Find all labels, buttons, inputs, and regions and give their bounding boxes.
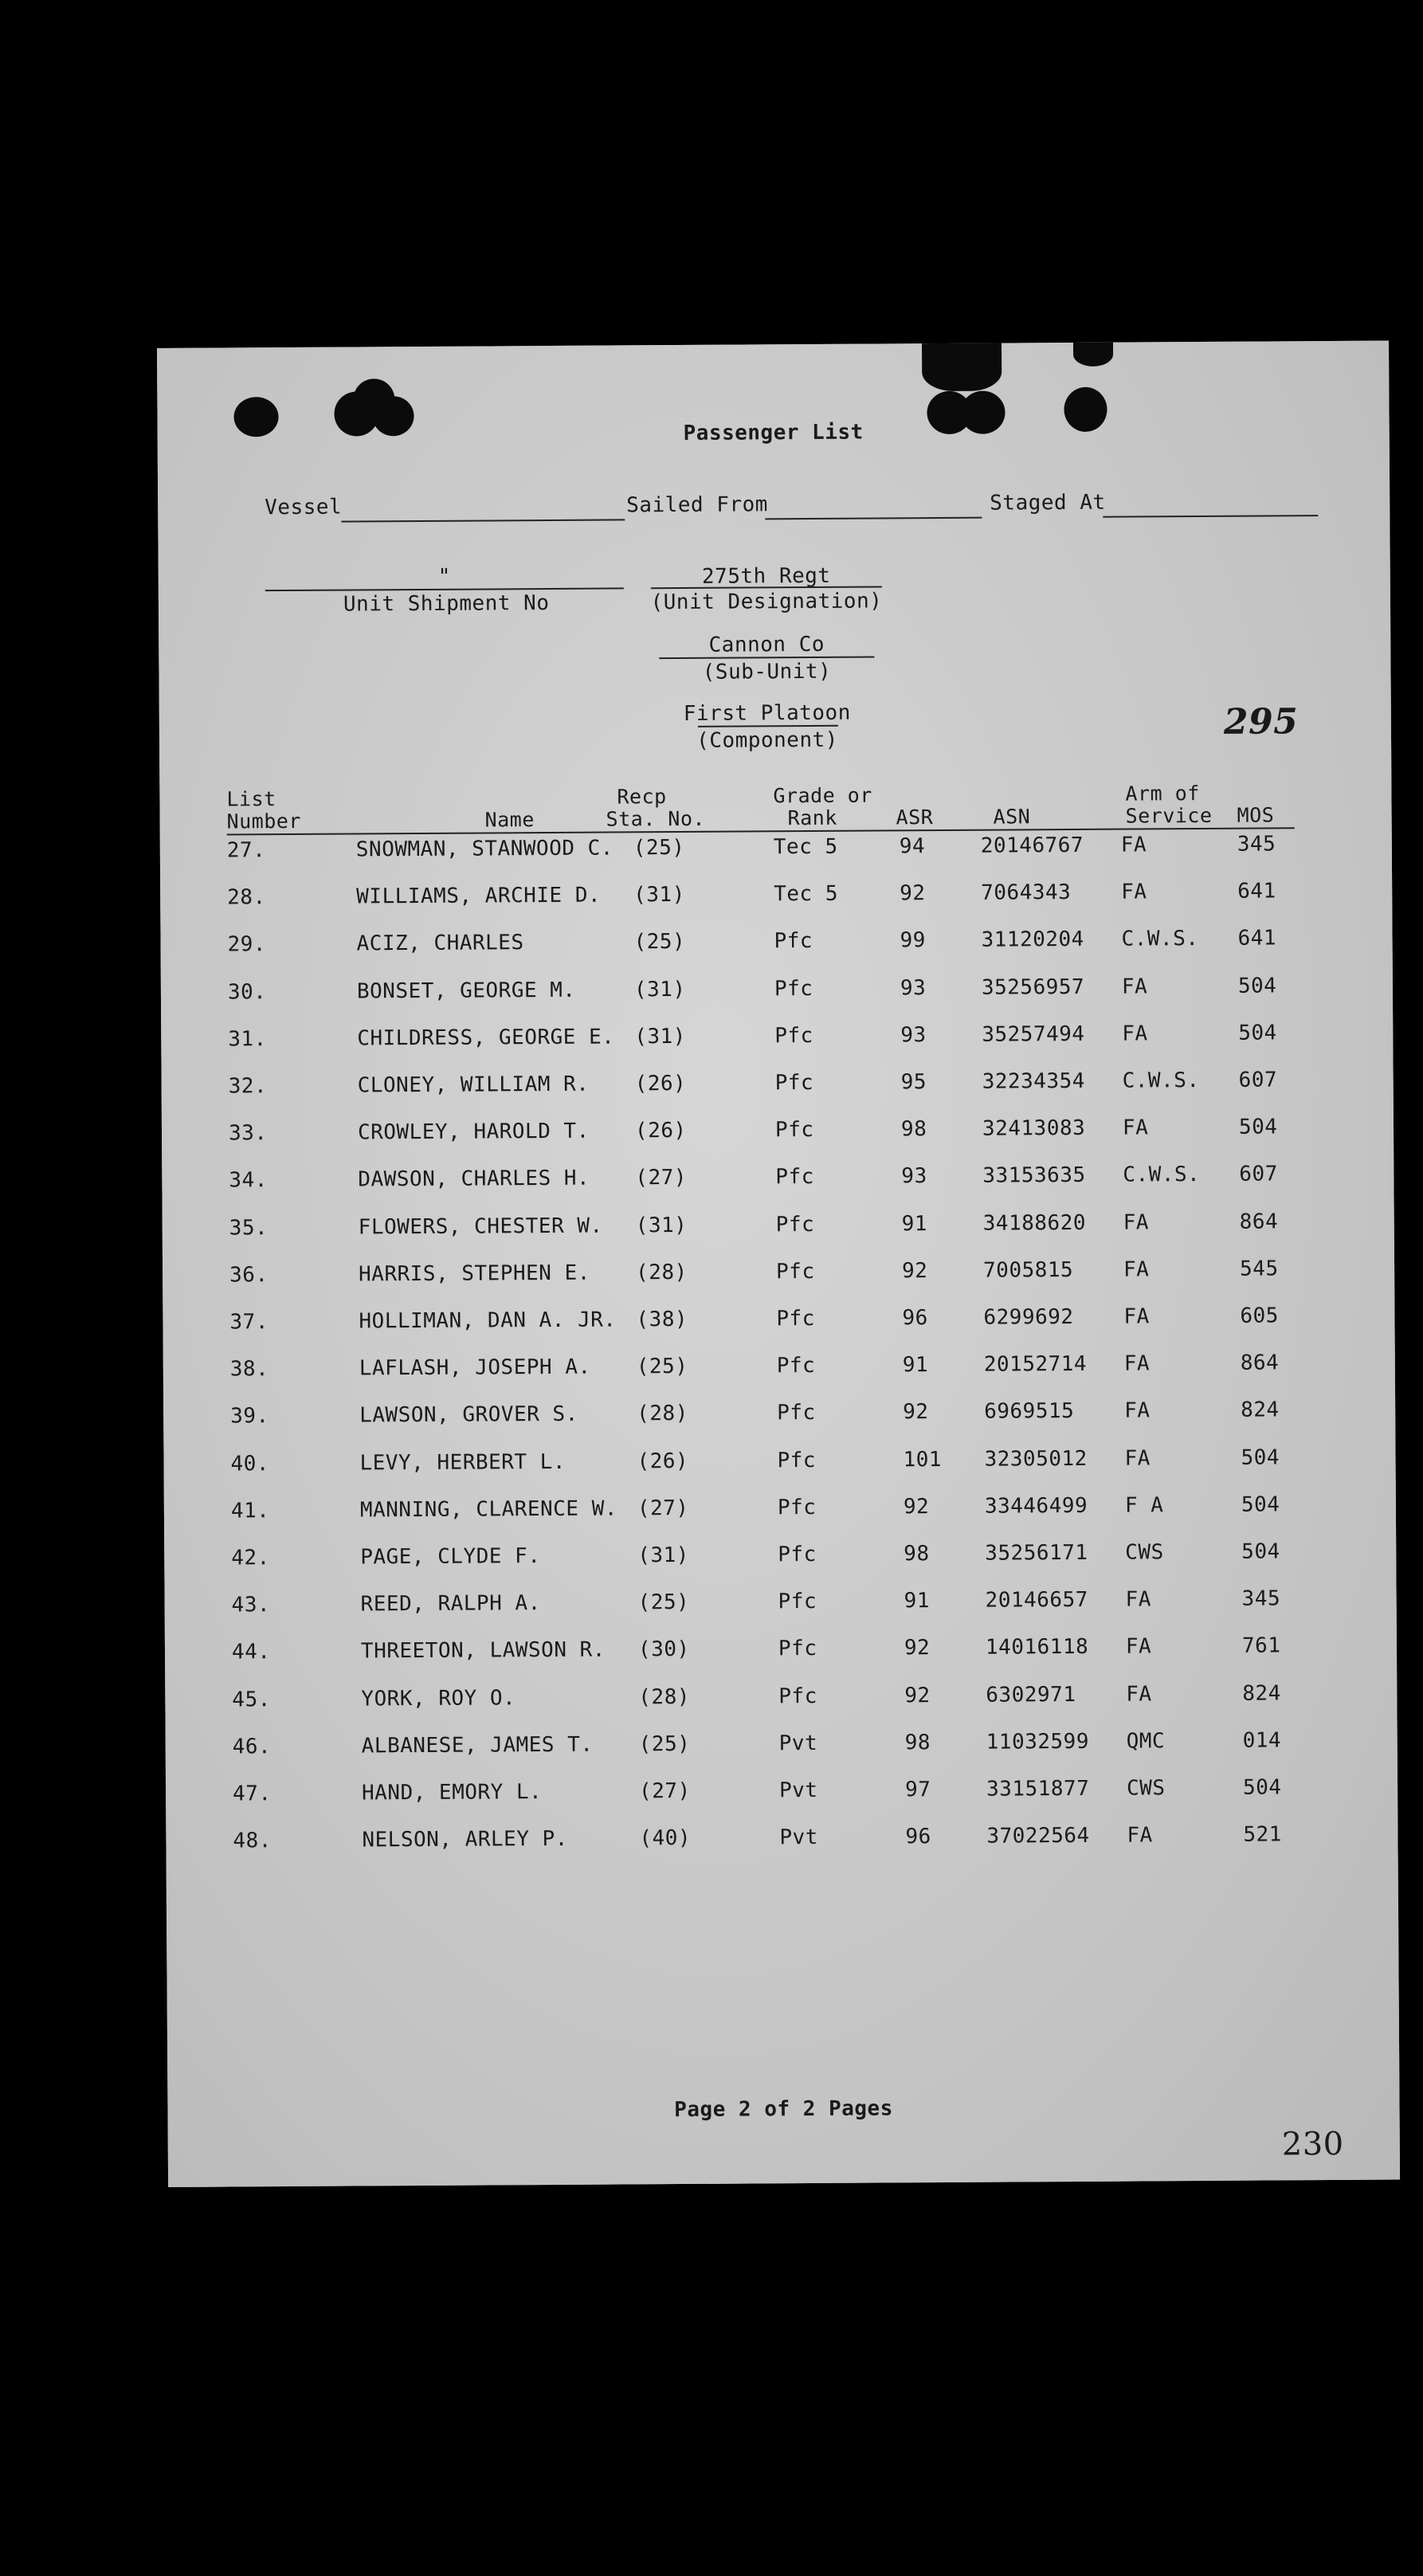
component-value: First Platoon bbox=[683, 700, 851, 726]
row-number: 46. bbox=[232, 1734, 272, 1759]
header-asn: ASN bbox=[993, 805, 1031, 829]
table-row bbox=[160, 832, 1392, 866]
mos-code: 545 bbox=[1239, 1257, 1279, 1281]
header-arm-2: Service bbox=[1125, 803, 1213, 828]
sub-unit-label: (Sub-Unit) bbox=[702, 659, 832, 684]
table-row bbox=[166, 1822, 1398, 1857]
row-number: 42. bbox=[231, 1546, 270, 1570]
torn-edge bbox=[1073, 343, 1113, 367]
mos-code: 504 bbox=[1241, 1445, 1280, 1470]
passenger-name: PAGE, CLYDE F. bbox=[360, 1544, 541, 1570]
grade-rank: Tec 5 bbox=[774, 881, 839, 907]
row-number: 44. bbox=[231, 1640, 271, 1664]
arm-of-service: FA bbox=[1122, 1115, 1149, 1140]
table-row bbox=[160, 926, 1392, 960]
asr-score: 98 bbox=[900, 1117, 927, 1142]
passenger-name: LAWSON, GROVER S. bbox=[359, 1402, 578, 1428]
grade-rank: Pfc bbox=[777, 1495, 817, 1520]
mos-code: 864 bbox=[1240, 1351, 1280, 1375]
grade-rank: Pvt bbox=[778, 1731, 818, 1756]
asr-score: 92 bbox=[904, 1636, 931, 1660]
mos-code: 504 bbox=[1241, 1539, 1280, 1564]
table-row bbox=[163, 1398, 1395, 1432]
row-number: 41. bbox=[230, 1498, 270, 1523]
asr-score: 93 bbox=[900, 975, 927, 1000]
row-number: 36. bbox=[229, 1262, 269, 1288]
table-row bbox=[162, 1115, 1394, 1149]
grade-rank: Pfc bbox=[778, 1637, 817, 1661]
sub-unit-line bbox=[659, 657, 874, 660]
army-serial-number: 31120204 bbox=[981, 927, 1084, 953]
header-name: Name bbox=[484, 808, 535, 832]
arm-of-service: CWS bbox=[1125, 1540, 1164, 1565]
arm-of-service: FA bbox=[1124, 1446, 1151, 1471]
recp-station: (31) bbox=[633, 883, 685, 908]
passenger-name: WILLIAMS, ARCHIE D. bbox=[356, 883, 602, 909]
army-serial-number: 7064343 bbox=[981, 880, 1072, 905]
grade-rank: Pfc bbox=[775, 1165, 814, 1190]
table-row bbox=[163, 1304, 1394, 1338]
row-number: 48. bbox=[233, 1829, 272, 1853]
asr-score: 91 bbox=[902, 1353, 929, 1378]
recp-station: (27) bbox=[635, 1166, 688, 1190]
mos-code: 504 bbox=[1242, 1775, 1282, 1800]
passenger-name: HOLLIMAN, DAN A. JR. bbox=[359, 1308, 617, 1334]
row-number: 32. bbox=[228, 1074, 268, 1099]
page-title: Passenger List bbox=[683, 420, 864, 445]
army-serial-number: 6969515 bbox=[984, 1399, 1075, 1425]
grade-rank: Pfc bbox=[774, 976, 813, 1001]
arm-of-service: C.W.S. bbox=[1122, 1068, 1200, 1093]
table-row bbox=[163, 1445, 1395, 1479]
torn-edge bbox=[922, 343, 1002, 392]
passenger-name: ACIZ, CHARLES bbox=[356, 931, 524, 956]
recp-station: (26) bbox=[637, 1449, 689, 1473]
unit-designation-line bbox=[651, 586, 882, 589]
unit-designation-value: 275th Regt bbox=[701, 563, 831, 589]
staged-at-line bbox=[1103, 515, 1318, 518]
recp-station: (26) bbox=[634, 1119, 687, 1143]
mos-code: 345 bbox=[1237, 832, 1276, 857]
page-footer: Page 2 of 2 Pages bbox=[674, 2096, 893, 2123]
table-row bbox=[160, 879, 1392, 913]
row-number: 43. bbox=[231, 1593, 271, 1617]
passenger-name: LEVY, HERBERT L. bbox=[359, 1449, 566, 1476]
table-row bbox=[164, 1492, 1396, 1526]
mos-code: 641 bbox=[1237, 926, 1277, 951]
army-serial-number: 34188620 bbox=[982, 1210, 1087, 1236]
mos-code: 014 bbox=[1242, 1728, 1282, 1753]
table-row bbox=[164, 1539, 1396, 1574]
table-row bbox=[165, 1680, 1397, 1715]
component-label: (Component) bbox=[696, 727, 838, 753]
asr-score: 91 bbox=[904, 1589, 931, 1613]
grade-rank: Pfc bbox=[777, 1448, 817, 1472]
army-serial-number: 11032599 bbox=[986, 1729, 1090, 1755]
grade-rank: Pfc bbox=[774, 1070, 814, 1096]
mos-code: 824 bbox=[1242, 1681, 1281, 1706]
arm-of-service: QMC bbox=[1126, 1729, 1166, 1754]
table-row bbox=[166, 1727, 1398, 1762]
grade-rank: Pfc bbox=[774, 1118, 814, 1143]
recp-station: (28) bbox=[637, 1402, 688, 1426]
recp-station: (28) bbox=[638, 1684, 691, 1709]
grade-rank: Pfc bbox=[778, 1684, 817, 1708]
asr-score: 97 bbox=[904, 1778, 931, 1802]
army-serial-number: 32413083 bbox=[982, 1116, 1086, 1141]
asr-score: 93 bbox=[900, 1022, 927, 1048]
row-number: 47. bbox=[232, 1782, 272, 1806]
row-number: 29. bbox=[227, 932, 267, 957]
passenger-name: MANNING, CLARENCE W. bbox=[359, 1496, 618, 1523]
arm-of-service: C.W.S. bbox=[1123, 1163, 1201, 1188]
grade-rank: Pfc bbox=[776, 1306, 816, 1331]
army-serial-number: 33446499 bbox=[984, 1493, 1088, 1519]
passenger-name: THREETON, LAWSON R. bbox=[360, 1637, 606, 1664]
recp-station: (31) bbox=[637, 1543, 689, 1568]
recp-station: (25) bbox=[638, 1731, 691, 1757]
passenger-name: FLOWERS, CHESTER W. bbox=[358, 1214, 603, 1240]
grade-rank: Pfc bbox=[774, 929, 813, 954]
arm-of-service: FA bbox=[1125, 1634, 1152, 1659]
recp-station: (27) bbox=[638, 1778, 691, 1804]
passenger-name: ALBANESE, JAMES T. bbox=[361, 1732, 594, 1759]
recp-station: (31) bbox=[634, 1024, 687, 1049]
table-row bbox=[161, 1020, 1393, 1054]
mos-code: 504 bbox=[1237, 974, 1277, 998]
row-number: 34. bbox=[229, 1168, 268, 1193]
army-serial-number: 33151877 bbox=[986, 1776, 1090, 1802]
passenger-name: REED, RALPH A. bbox=[360, 1591, 541, 1617]
mos-code: 864 bbox=[1239, 1210, 1279, 1234]
army-serial-number: 14016118 bbox=[985, 1635, 1089, 1660]
asr-score: 92 bbox=[904, 1683, 931, 1708]
mos-code: 504 bbox=[1238, 1115, 1278, 1139]
header-list-number-2: Number bbox=[226, 809, 302, 833]
row-number: 37. bbox=[229, 1310, 269, 1335]
asr-score: 96 bbox=[905, 1825, 931, 1849]
passenger-name: NELSON, ARLEY P. bbox=[362, 1827, 568, 1853]
army-serial-number: 35257494 bbox=[982, 1021, 1085, 1047]
header-grade-1: Grade or bbox=[773, 783, 872, 808]
recp-station: (40) bbox=[639, 1826, 692, 1851]
header-recp-1: Recp bbox=[617, 785, 667, 809]
table-row bbox=[165, 1633, 1397, 1668]
arm-of-service: FA bbox=[1122, 1021, 1148, 1046]
recp-station: (25) bbox=[633, 930, 686, 955]
army-serial-number: 7005815 bbox=[982, 1257, 1074, 1283]
table-row bbox=[162, 1068, 1394, 1102]
army-serial-number: 33153635 bbox=[982, 1163, 1086, 1189]
arm-of-service: FA bbox=[1123, 1210, 1150, 1235]
mos-code: 607 bbox=[1239, 1162, 1278, 1187]
arm-of-service: FA bbox=[1124, 1398, 1151, 1423]
asr-score: 99 bbox=[900, 928, 926, 953]
army-serial-number: 20146657 bbox=[985, 1588, 1088, 1613]
handwritten-number-top: 295 bbox=[1223, 701, 1299, 743]
army-serial-number: 20152714 bbox=[983, 1352, 1088, 1377]
recp-station: (27) bbox=[637, 1496, 689, 1521]
vessel-line bbox=[341, 519, 625, 522]
passenger-name: CROWLEY, HAROLD T. bbox=[357, 1119, 590, 1145]
grade-rank: Pfc bbox=[778, 1542, 817, 1567]
handwritten-number-bottom: 230 bbox=[1281, 2125, 1344, 2163]
mos-code: 824 bbox=[1241, 1398, 1280, 1423]
recp-station: (30) bbox=[637, 1637, 690, 1662]
row-number: 35. bbox=[229, 1215, 269, 1241]
unit-designation-label: (Unit Designation) bbox=[650, 589, 883, 615]
recp-station: (25) bbox=[636, 1355, 688, 1379]
mos-code: 641 bbox=[1237, 879, 1276, 904]
row-number: 40. bbox=[230, 1451, 270, 1476]
arm-of-service: FA bbox=[1121, 880, 1147, 904]
grade-rank: Pvt bbox=[779, 1825, 818, 1850]
army-serial-number: 20146767 bbox=[980, 833, 1084, 858]
passenger-name: LAFLASH, JOSEPH A. bbox=[359, 1355, 591, 1381]
asr-score: 101 bbox=[903, 1447, 943, 1472]
row-number: 28. bbox=[227, 885, 266, 910]
grade-rank: Pfc bbox=[777, 1401, 816, 1425]
row-number: 39. bbox=[230, 1404, 269, 1429]
arm-of-service: C.W.S. bbox=[1121, 927, 1199, 952]
passenger-name: CLONEY, WILLIAM R. bbox=[357, 1072, 590, 1098]
header-mos: MOS bbox=[1237, 803, 1275, 827]
army-serial-number: 37022564 bbox=[986, 1824, 1090, 1849]
row-number: 33. bbox=[228, 1121, 268, 1146]
table-row bbox=[163, 1256, 1394, 1290]
army-serial-number: 6299692 bbox=[983, 1304, 1074, 1330]
mos-code: 761 bbox=[1241, 1633, 1281, 1659]
row-number: 30. bbox=[227, 979, 267, 1005]
mos-code: 607 bbox=[1238, 1068, 1278, 1092]
recp-station: (28) bbox=[636, 1260, 688, 1285]
asr-score: 96 bbox=[902, 1306, 928, 1331]
asr-score: 92 bbox=[902, 1258, 928, 1284]
mos-code: 504 bbox=[1238, 1021, 1277, 1045]
arm-of-service: FA bbox=[1123, 1257, 1150, 1282]
recp-station: (25) bbox=[637, 1590, 690, 1615]
row-number: 38. bbox=[229, 1357, 269, 1382]
vessel-label: Vessel bbox=[265, 495, 343, 520]
passenger-name: HARRIS, STEPHEN E. bbox=[359, 1261, 590, 1287]
document-page bbox=[157, 341, 1400, 2187]
arm-of-service: FA bbox=[1121, 974, 1148, 999]
asr-score: 98 bbox=[904, 1542, 930, 1566]
grade-rank: Pvt bbox=[778, 1778, 818, 1803]
passenger-name: SNOWMAN, STANWOOD C. bbox=[355, 836, 614, 862]
recp-station: (26) bbox=[634, 1071, 687, 1096]
arm-of-service: FA bbox=[1127, 1823, 1153, 1848]
arm-of-service: FA bbox=[1123, 1304, 1150, 1329]
arm-of-service: FA bbox=[1126, 1681, 1152, 1707]
table-row bbox=[161, 973, 1393, 1007]
sub-unit-value: Cannon Co bbox=[708, 632, 825, 657]
mos-code: 521 bbox=[1243, 1822, 1282, 1847]
asr-score: 91 bbox=[901, 1211, 928, 1236]
table-row bbox=[163, 1209, 1394, 1243]
passenger-name: BONSET, GEORGE M. bbox=[356, 978, 576, 1004]
grade-rank: Pfc bbox=[775, 1212, 815, 1237]
arm-of-service: FA bbox=[1125, 1587, 1152, 1612]
header-asr: ASR bbox=[896, 806, 934, 829]
grade-rank: Pfc bbox=[776, 1354, 816, 1378]
mos-code: 605 bbox=[1240, 1304, 1280, 1328]
army-serial-number: 6302971 bbox=[986, 1682, 1076, 1708]
header-recp-2: Sta. No. bbox=[606, 806, 706, 831]
unit-shipment-label: Unit Shipment No bbox=[343, 590, 550, 617]
recp-station: (31) bbox=[633, 977, 686, 1002]
table-row bbox=[166, 1775, 1398, 1809]
passenger-name: DAWSON, CHARLES H. bbox=[358, 1166, 590, 1192]
mos-code: 504 bbox=[1241, 1492, 1280, 1517]
passenger-name: HAND, EMORY L. bbox=[361, 1780, 543, 1806]
mos-code: 345 bbox=[1241, 1586, 1281, 1611]
asr-score: 92 bbox=[903, 1400, 929, 1425]
asr-score: 92 bbox=[903, 1494, 930, 1519]
asr-score: 94 bbox=[899, 834, 926, 859]
arm-of-service: CWS bbox=[1126, 1776, 1166, 1801]
army-serial-number: 32305012 bbox=[984, 1446, 1088, 1472]
grade-rank: Tec 5 bbox=[773, 834, 838, 860]
component-line bbox=[698, 725, 838, 727]
grade-rank: Pfc bbox=[774, 1023, 813, 1049]
asr-score: 98 bbox=[904, 1730, 931, 1755]
row-number: 31. bbox=[228, 1026, 267, 1052]
recp-station: (25) bbox=[633, 835, 685, 861]
arm-of-service: FA bbox=[1120, 833, 1147, 857]
unit-shipment-value: " bbox=[437, 564, 451, 589]
row-number: 45. bbox=[232, 1687, 271, 1712]
recp-station: (31) bbox=[635, 1213, 688, 1237]
header-list-number-1: List bbox=[226, 787, 276, 811]
recp-station: (38) bbox=[636, 1307, 688, 1332]
row-number: 27. bbox=[226, 838, 266, 863]
staged-at-label: Staged At bbox=[990, 490, 1106, 516]
grade-rank: Pfc bbox=[778, 1590, 817, 1614]
table-row bbox=[163, 1351, 1395, 1385]
asr-score: 92 bbox=[900, 881, 926, 906]
header-arm-1: Arm of bbox=[1125, 782, 1200, 806]
sailed-from-label: Sailed From bbox=[626, 492, 768, 518]
table-row bbox=[162, 1162, 1394, 1196]
arm-of-service: FA bbox=[1123, 1351, 1151, 1376]
sailed-from-line bbox=[765, 517, 982, 520]
table-row bbox=[165, 1586, 1397, 1621]
passenger-name: CHILDRESS, GEORGE E. bbox=[357, 1025, 615, 1051]
asr-score: 93 bbox=[901, 1164, 927, 1189]
army-serial-number: 35256171 bbox=[985, 1540, 1088, 1566]
passenger-name: YORK, ROY O. bbox=[361, 1685, 516, 1711]
army-serial-number: 32234354 bbox=[982, 1068, 1085, 1094]
grade-rank: Pfc bbox=[776, 1259, 815, 1284]
header-grade-2: Rank bbox=[787, 806, 837, 830]
army-serial-number: 35256957 bbox=[981, 974, 1085, 1000]
asr-score: 95 bbox=[900, 1070, 927, 1095]
arm-of-service: F A bbox=[1124, 1493, 1164, 1518]
